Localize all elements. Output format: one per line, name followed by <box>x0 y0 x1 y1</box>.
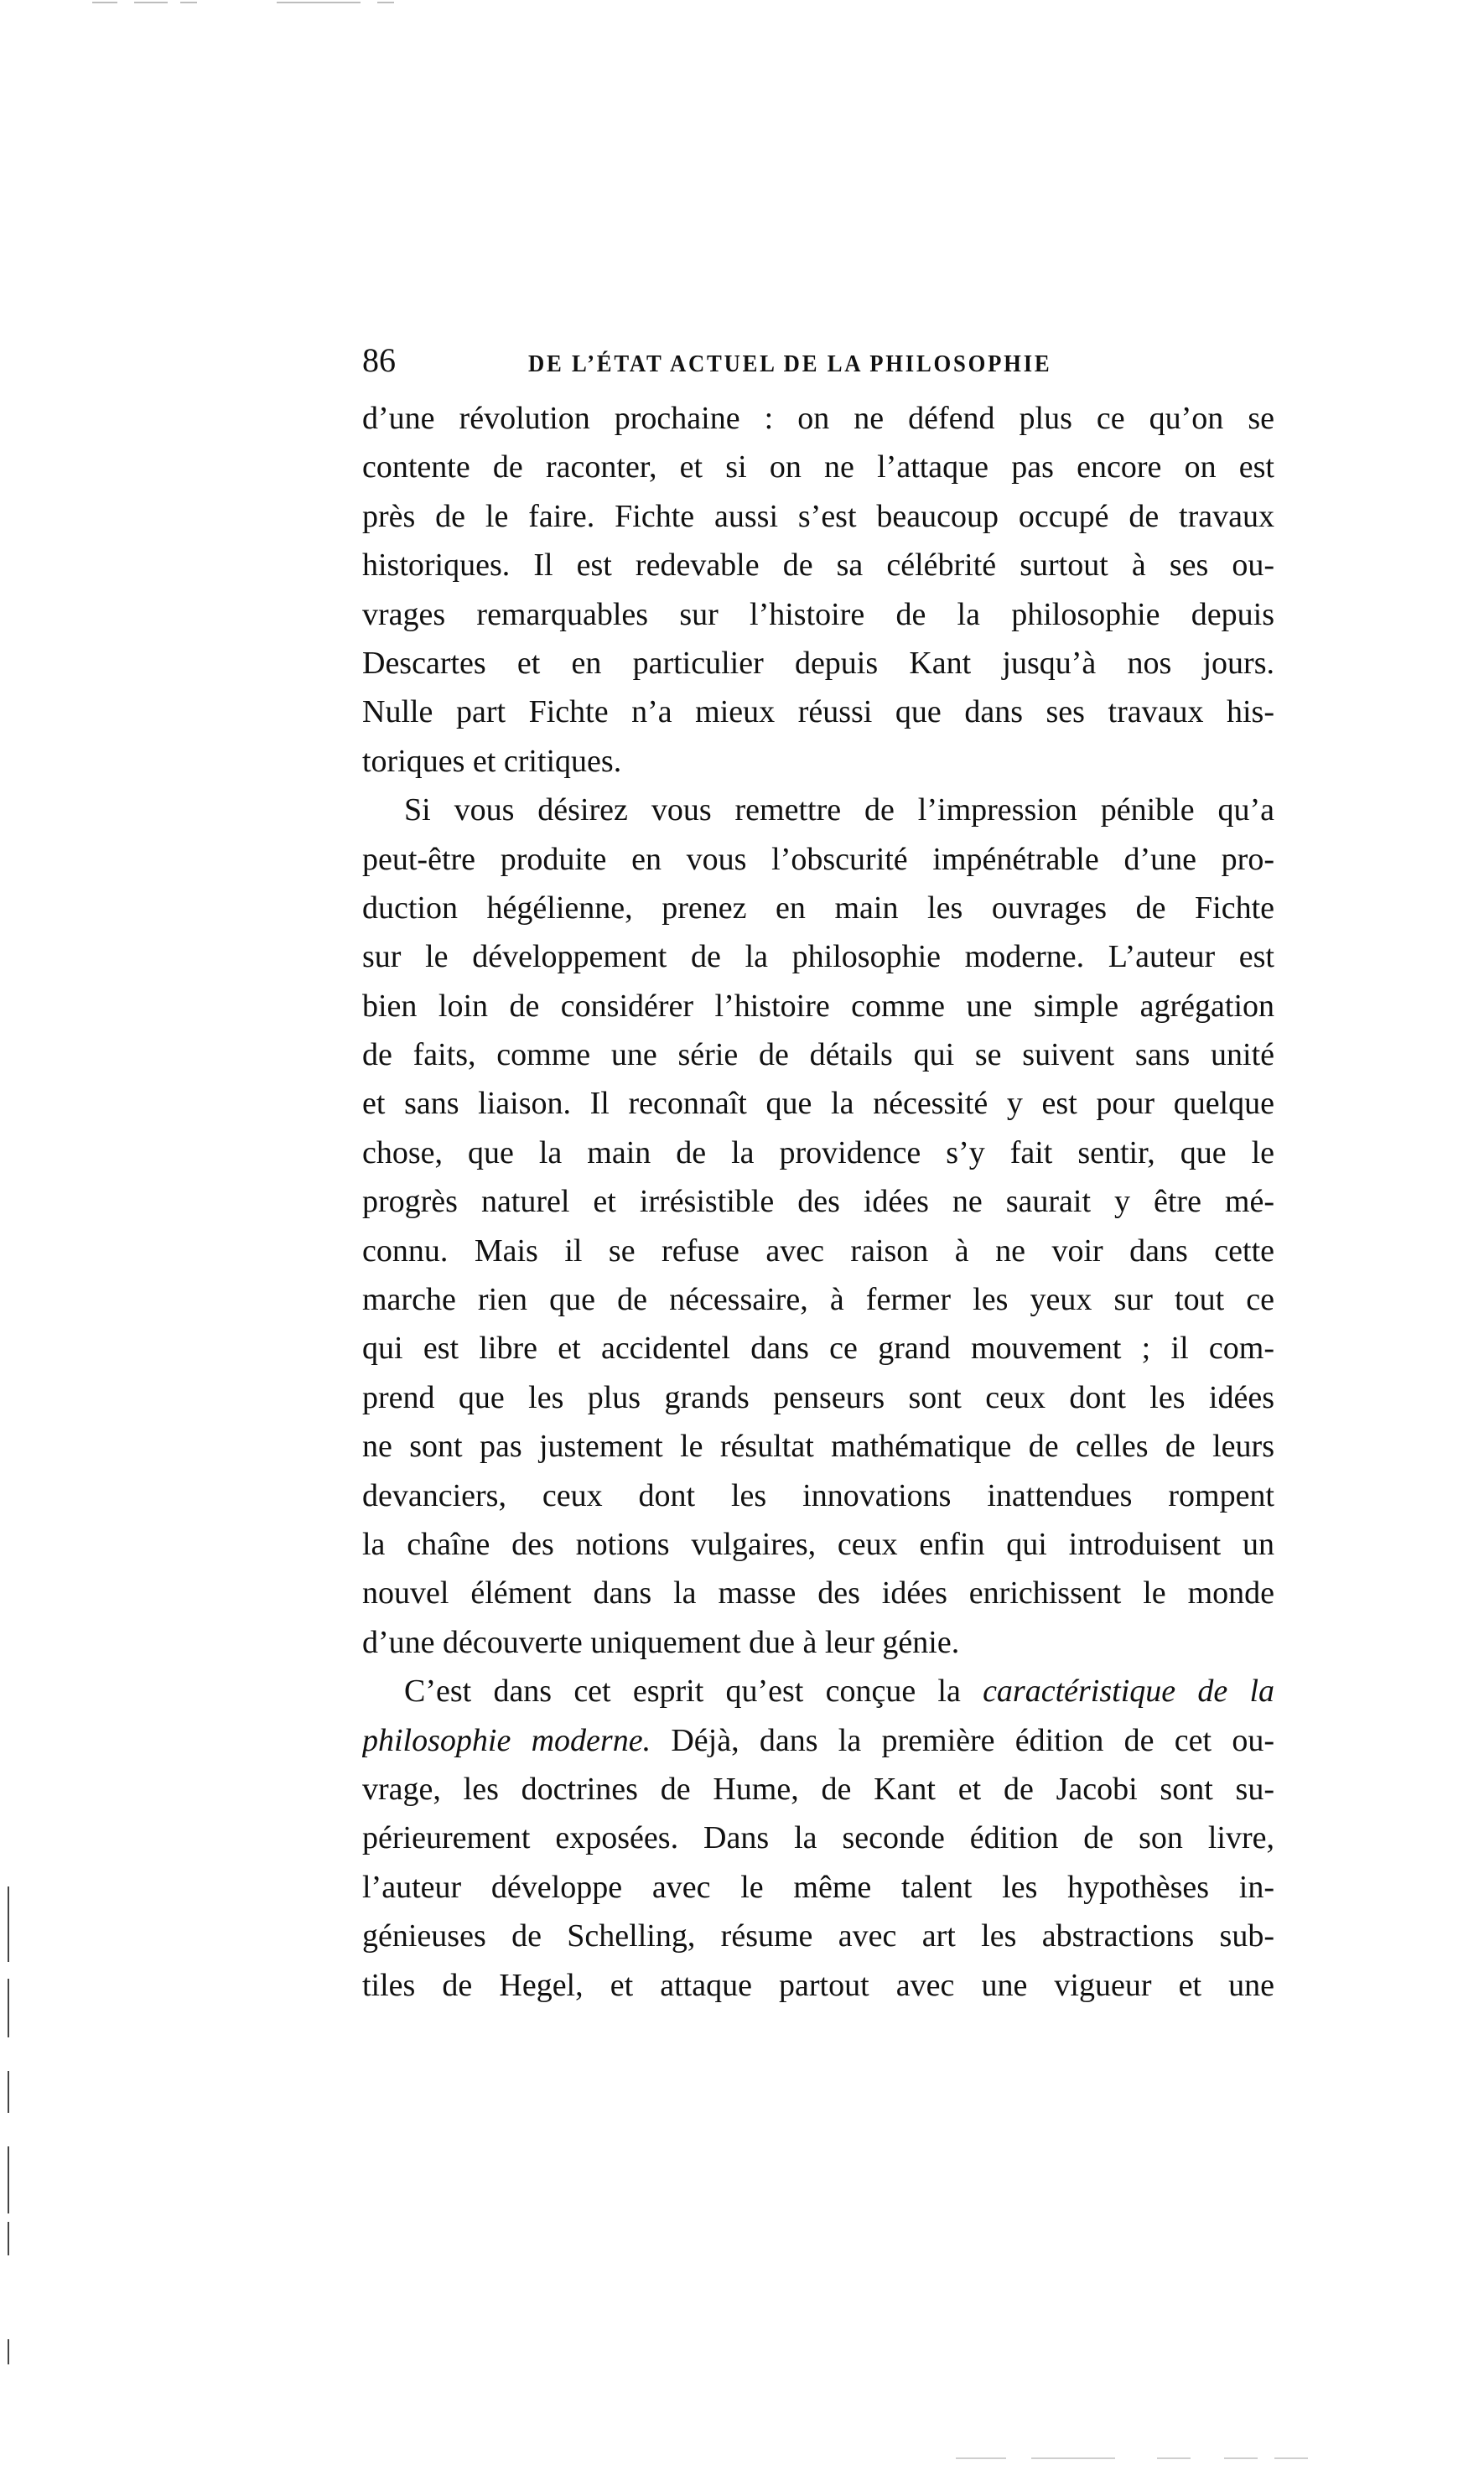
text-line: de faits, comme une série de détails qui se suivent sans unité <box>362 1037 1274 1073</box>
text-segment: Déjà, dans la première édition de cet ou- <box>651 1722 1274 1758</box>
running-title: DE L’ÉTAT ACTUEL DE LA PHILOSOPHIE <box>528 350 1052 377</box>
text-line: ne sont pas justement le résultat mathématique de celles de leurs <box>362 1429 1274 1465</box>
text-line: devanciers, ceux dont les innovations inattendues rompent <box>362 1477 1274 1513</box>
italic-title-segment: philosophie moderne. <box>362 1722 651 1758</box>
italic-title-segment: caractéristique de la <box>983 1674 1274 1710</box>
text-line: périeurement exposées. Dans la seconde édition de son livre, <box>362 1820 1274 1856</box>
text-line: historiques. Il est redevable de sa célébrité surtout à ses ou- <box>362 547 1274 584</box>
text-line: la chaîne des notions vulgaires, ceux enfin qui introduisent un <box>362 1526 1274 1562</box>
text-line: chose, que la main de la providence s’y fait sentir, que le <box>362 1134 1274 1170</box>
text-line: près de le faire. Fichte aussi s’est beaucoup occupé de travaux <box>362 498 1274 534</box>
body-text <box>362 394 1274 2010</box>
text-line: Descartes et en particulier depuis Kant jusqu’à nos jours. <box>362 645 1274 681</box>
text-line: prend que les plus grands penseurs sont ceux dont les idées <box>362 1379 1274 1415</box>
paragraph-1 <box>362 394 1274 786</box>
text-line: toriques et critiques. <box>362 743 622 779</box>
text-line-with-italic <box>362 1716 1274 1765</box>
text-line: d’une révolution prochaine : on ne défend plus ce qu’on se <box>362 401 1274 436</box>
paragraph-2 <box>362 786 1274 1667</box>
text-line: l’auteur développe avec le même talent les hypothèses in- <box>362 1869 1274 1905</box>
text-line: Si vous désirez vous remettre de l’impression pénible qu’a <box>404 792 1274 828</box>
text-line: Nulle part Fichte n’a mieux réussi que dans ses travaux his- <box>362 694 1274 730</box>
text-line: vrage, les doctrines de Hume, de Kant et de Jacobi sont su- <box>362 1771 1274 1807</box>
paragraph-3 <box>362 1667 1274 2010</box>
text-line: peut-être produite en vous l’obscurité impénétrable d’une pro- <box>362 841 1274 877</box>
text-line: nouvel élément dans la masse des idées enrichissent le monde <box>362 1575 1274 1611</box>
text-line: vrages remarquables sur l’histoire de la philosophie depuis <box>362 596 1274 632</box>
text-segment: C’est dans cet esprit qu’est conçue la <box>404 1674 983 1710</box>
text-line: sur le développement de la philosophie moderne. L’auteur est <box>362 939 1274 975</box>
text-line: et sans liaison. Il reconnaît que la nécessité y est pour quelque <box>362 1086 1274 1122</box>
text-line: qui est libre et accidentel dans ce grand mouvement ; il com- <box>362 1331 1274 1367</box>
text-line: bien loin de considérer l’histoire comme une simple agrégation <box>362 988 1274 1024</box>
text-line: contente de raconter, et si on ne l’attaque pas encore on est <box>362 449 1274 485</box>
text-line: connu. Mais il se refuse avec raison à ne voir dans cette <box>362 1232 1274 1269</box>
text-line: d’une découverte uniquement due à leur génie. <box>362 1624 960 1660</box>
page-number: 86 <box>362 341 396 379</box>
text-line: génieuses de Schelling, résume avec art les abstractions sub- <box>362 1918 1274 1954</box>
running-header <box>361 337 1274 384</box>
text-line-with-italic <box>362 1667 1274 1715</box>
text-line: marche rien que de nécessaire, à fermer les yeux sur tout ce <box>362 1282 1274 1318</box>
text-line: progrès naturel et irrésistible des idées ne saurait y être mé- <box>362 1184 1274 1220</box>
text-line: duction hégélienne, prenez en main les ouvrages de Fichte <box>362 890 1274 926</box>
text-line: tiles de Hegel, et attaque partout avec une vigueur et une <box>362 1967 1274 2003</box>
